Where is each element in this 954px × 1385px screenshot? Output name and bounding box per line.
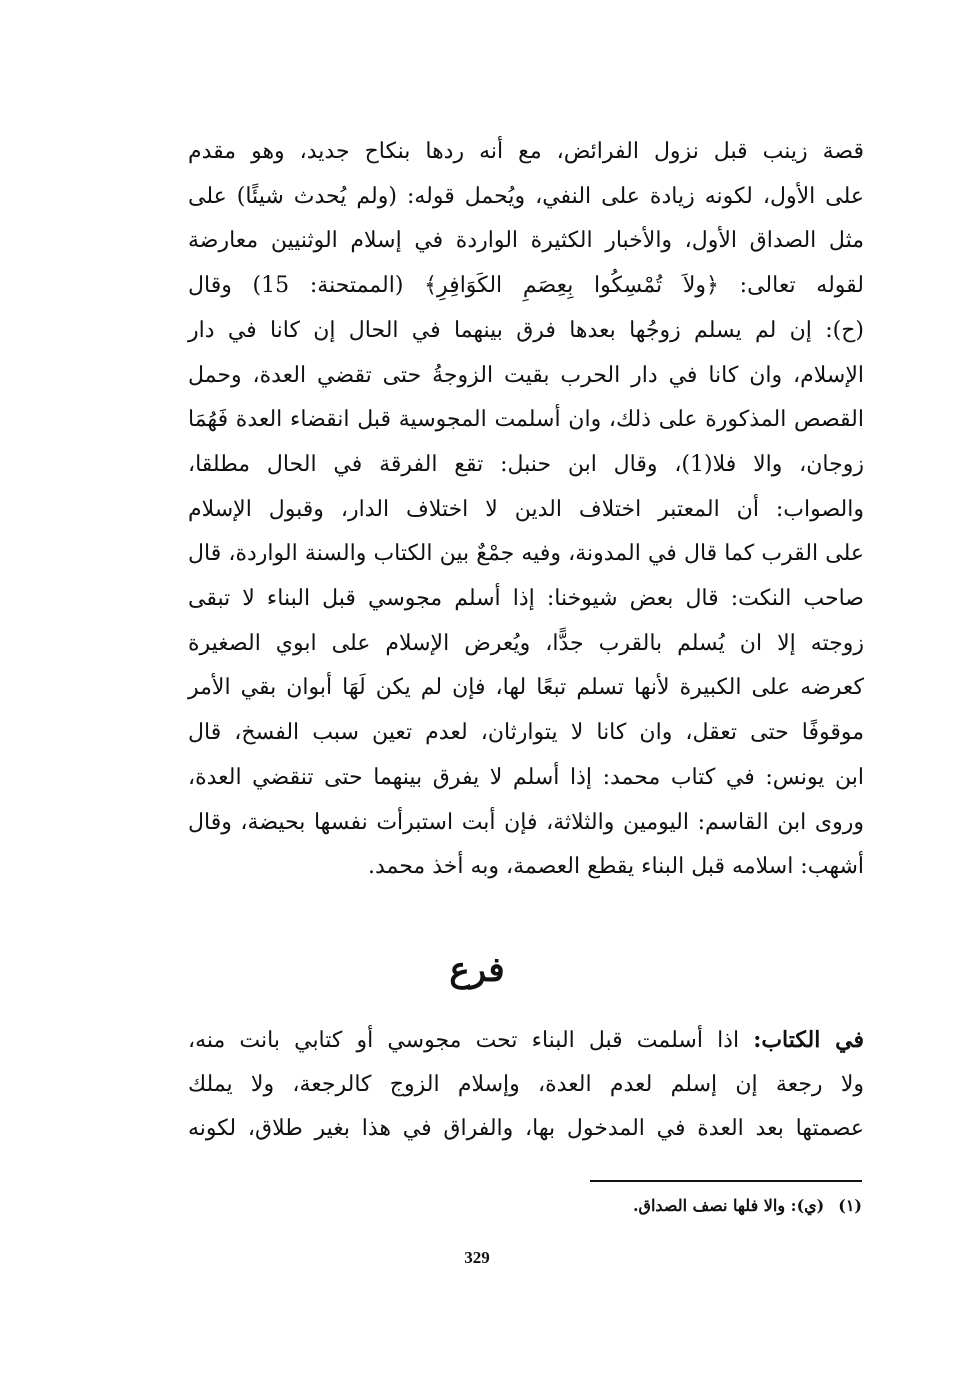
text-line: وروى ابن القاسم: اليومين والثلاثة، فإن أبت استبرأت نفسها بحيضة، وقال (188, 809, 864, 835)
text-line: مثل الصداق الأول، والأخبار الكثيرة الواردة في إسلام الوثنيين معارضة (188, 228, 864, 254)
text-line: زوجته إلا ان يُسلم بالقرب جدًّا، ويُعرض الإسلام على ابوي الصغيرة (188, 630, 864, 656)
text-line: كعرضه على الكبيرة لأنها تسلم تبعًا لها، فإن لم يكن لَهَا أبوان بقي الأمر (188, 675, 864, 701)
section-first-line (188, 1018, 864, 1063)
footnote-divider (590, 1180, 862, 1182)
page-number: 329 (464, 1248, 490, 1267)
footnote-number: (١) (838, 1196, 862, 1215)
text-line: زوجان، والا فلا(1)، وقال ابن حنبل: تقع الفرقة في الحال مطلقا، (188, 451, 864, 477)
section-heading: فرع (449, 950, 505, 990)
footnote (500, 1196, 862, 1215)
text-line: ولا رجعة إن إسلم لعدم العدة، وإسلام الزوج كالرجعة، ولا يملك (188, 1072, 864, 1097)
text-line: والصواب: أن المعتبر اختلاف الدين لا اختلاف الدار، وقبول الإسلام (188, 496, 864, 522)
text-line: (ح): إن لم يسلم زوجُها بعدها فرق بينهما في الحال إن كانا في دار (188, 317, 864, 343)
section-first-line-text: اذا أسلمت قبل البناء تحت مجوسي أو كتابي بانت منه، (188, 1028, 754, 1053)
text-line: موقوفًا حتى تعقل، وان كانا لا يتوارثان، لعدم تعين سبب الفسخ، قال (188, 720, 864, 746)
text-line: عصمتها بعد العدة في المدخول بها، والفراق في هذا بغير طلاق، لكونه (188, 1116, 864, 1141)
footnote-text: (ي): والا فلها نصف الصداق. (632, 1196, 825, 1215)
text-line: ابن يونس: في كتاب محمد: إذا أسلم لا يفرق بينهما حتى تنقضي العدة، (188, 764, 864, 790)
text-line: الإسلام، وان كانا في دار الحرب بقيت الزوجةُ حتى تقضي العدة، وحمل (188, 362, 864, 388)
text-line: قصة زينب قبل نزول الفرائض، مع أنه ردها بنكاح جديد، وهو مقدم (188, 139, 864, 164)
text-line: على القرب كما قال في المدونة، وفيه جمْعٌ بين الكتاب والسنة الواردة، قال (188, 541, 864, 567)
text-line: على الأول، لكونه زيادة على النفي، ويُحمل قوله: (ولم يُحدث شيئًا) على (188, 183, 864, 209)
section-lead-label: في الكتاب: (753, 1027, 864, 1053)
text-line: لقوله تعالى: ﴿ولاَ تُمْسِكُوا بِعِصَمِ الكَوَافِرِ﴾ (الممتحنة: 15) وقال (188, 273, 864, 299)
text-line: القصص المذكورة على ذلك، وان أسلمت المجوسية قبل انقضاء العدة فَهُمَا (188, 407, 865, 433)
section-text-block (188, 1018, 864, 1151)
main-text-block (188, 130, 864, 890)
text-line: صاحب النكت: قال بعض شيوخنا: إذا أسلم مجوسي قبل البناء لا تبقى (188, 586, 864, 612)
text-line: أشهب: اسلامه قبل البناء يقطع العصمة، وبه أخذ محمد. (367, 854, 864, 880)
